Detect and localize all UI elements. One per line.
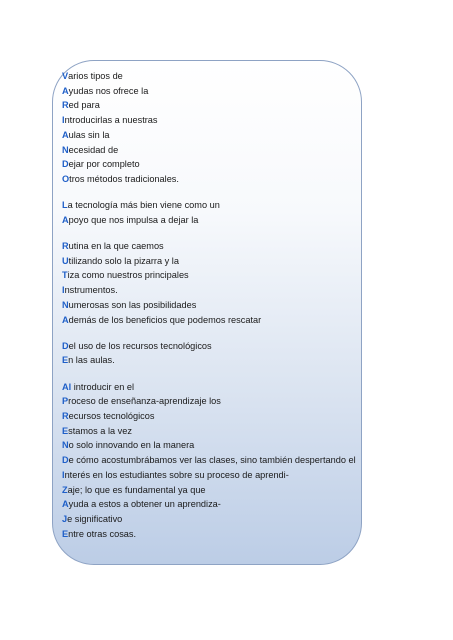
line-text: arios tipos de bbox=[68, 71, 123, 81]
line-text: stamos a la vez bbox=[68, 425, 132, 436]
line-text: yuda a estos a obtener un aprendiza- bbox=[68, 499, 221, 510]
line-text: ecursos tecnológicos bbox=[68, 411, 155, 422]
text-line bbox=[62, 438, 362, 453]
text-line bbox=[62, 424, 362, 439]
line-initial: E bbox=[62, 425, 69, 436]
text-line bbox=[62, 453, 362, 468]
text-line bbox=[62, 98, 362, 113]
line-initial: E bbox=[62, 355, 69, 366]
text-line bbox=[62, 409, 362, 424]
line-text: o solo innovando en la manera bbox=[68, 440, 195, 451]
line-initial: A bbox=[62, 314, 69, 325]
line-text: n las aulas. bbox=[68, 355, 115, 366]
line-initial: P bbox=[62, 396, 69, 407]
acrostic-text bbox=[62, 69, 362, 553]
stanza bbox=[62, 339, 362, 368]
text-line bbox=[62, 353, 362, 368]
stanza bbox=[62, 380, 362, 542]
text-line bbox=[62, 298, 362, 313]
line-text: e cómo acostumbrábamos ver las clases, sino también despertando el bbox=[68, 455, 356, 466]
line-initial: Z bbox=[62, 484, 68, 495]
text-line bbox=[62, 198, 362, 213]
line-text: ntroducirlas a nuestras bbox=[64, 115, 158, 126]
line-initial: U bbox=[62, 255, 69, 266]
line-initial: A bbox=[62, 85, 69, 96]
line-initial: O bbox=[62, 173, 70, 184]
text-line bbox=[62, 497, 362, 512]
line-text: nstrumentos. bbox=[64, 285, 118, 296]
line-text: nterés en los estudiantes sobre su proceso de aprendi- bbox=[64, 469, 289, 480]
line-initial: D bbox=[62, 159, 69, 170]
line-initial: L bbox=[62, 200, 68, 211]
text-line bbox=[62, 394, 362, 409]
line-text: el uso de los recursos tecnológicos bbox=[68, 340, 212, 351]
text-line bbox=[62, 113, 362, 128]
line-initial: N bbox=[62, 440, 69, 451]
line-initial: N bbox=[62, 144, 69, 155]
line-text: iza como nuestros principales bbox=[67, 270, 189, 281]
line-text: tilizando solo la pizarra y la bbox=[68, 255, 179, 266]
line-initial: N bbox=[62, 299, 69, 310]
text-line bbox=[62, 268, 362, 283]
line-text: e significativo bbox=[67, 513, 123, 524]
line-initial: E bbox=[62, 528, 69, 539]
line-text: introducir en el bbox=[71, 381, 135, 392]
line-initial: D bbox=[62, 455, 69, 466]
line-initial: I bbox=[62, 469, 65, 480]
line-initial: T bbox=[62, 270, 68, 281]
text-line bbox=[62, 69, 362, 84]
line-text: poyo que nos impulsa a dejar la bbox=[68, 214, 199, 225]
text-line bbox=[62, 512, 362, 527]
text-line bbox=[62, 283, 362, 298]
text-line bbox=[62, 84, 362, 99]
line-initial: Al bbox=[62, 381, 72, 392]
text-line bbox=[62, 380, 362, 395]
line-initial: D bbox=[62, 340, 69, 351]
line-text: aje; lo que es fundamental ya que bbox=[67, 484, 206, 495]
line-text: umerosas son las posibilidades bbox=[68, 299, 197, 310]
stanza bbox=[62, 239, 362, 327]
line-text: tros métodos tradicionales. bbox=[69, 173, 179, 184]
text-line bbox=[62, 254, 362, 269]
line-initial: R bbox=[62, 241, 69, 252]
line-text: ejar por completo bbox=[68, 159, 140, 170]
text-line bbox=[62, 468, 362, 483]
line-text: a tecnología más bien viene como un bbox=[67, 200, 220, 211]
text-line bbox=[62, 128, 362, 143]
text-line bbox=[62, 213, 362, 228]
line-text: roceso de enseñanza-aprendizaje los bbox=[68, 396, 221, 407]
line-initial: A bbox=[62, 214, 69, 225]
stanza bbox=[62, 69, 362, 187]
line-initial: R bbox=[62, 100, 69, 111]
line-initial: I bbox=[62, 115, 65, 126]
line-initial: J bbox=[62, 513, 68, 524]
line-text: ntre otras cosas. bbox=[68, 528, 137, 539]
line-initial: R bbox=[62, 411, 69, 422]
text-line bbox=[62, 143, 362, 158]
line-text: demás de los beneficios que podemos rescatar bbox=[68, 314, 262, 325]
line-initial: I bbox=[62, 285, 65, 296]
text-line bbox=[62, 172, 362, 187]
line-initial: A bbox=[62, 499, 69, 510]
line-initial: A bbox=[62, 129, 69, 140]
line-text: utina en la que caemos bbox=[68, 241, 164, 252]
line-text: ed para bbox=[68, 100, 100, 111]
stanza bbox=[62, 198, 362, 227]
line-text: ulas sin la bbox=[68, 129, 110, 140]
line-text: yudas nos ofrece la bbox=[68, 85, 149, 96]
line-text: ecesidad de bbox=[68, 144, 119, 155]
text-line bbox=[62, 157, 362, 172]
text-line bbox=[62, 527, 362, 542]
text-line bbox=[62, 483, 362, 498]
text-line bbox=[62, 339, 362, 354]
text-line bbox=[62, 239, 362, 254]
line-initial: V bbox=[62, 71, 69, 81]
text-line bbox=[62, 313, 362, 328]
